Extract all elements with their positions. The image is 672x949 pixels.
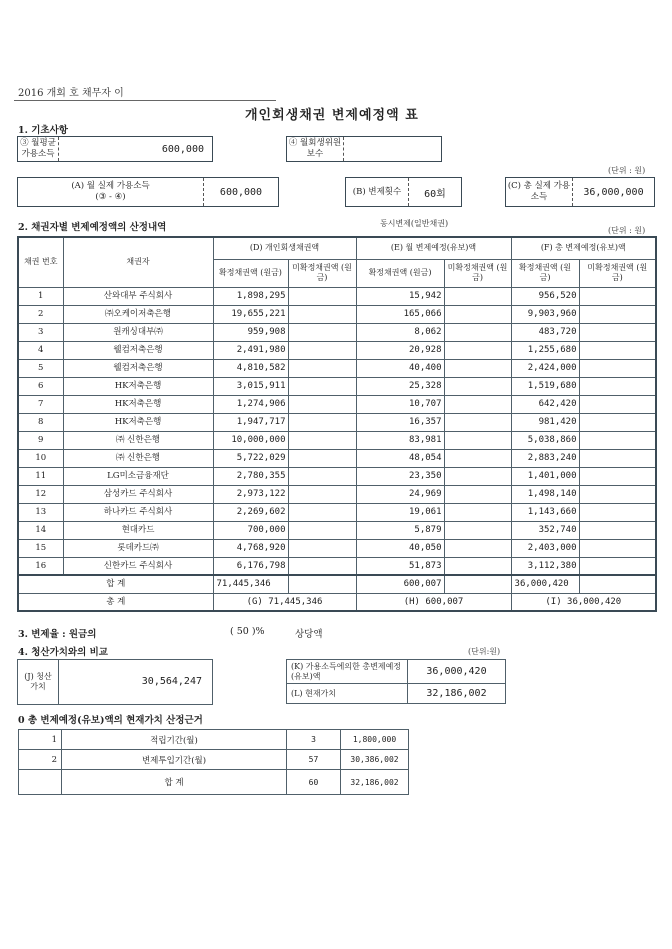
f-unconfirmed [579,557,656,575]
creditor-name: 신한카드 주식회사 [63,557,213,575]
e-confirmed: 24,969 [356,485,444,503]
total-g: (G) 71,445,346 [213,593,356,611]
trustee-fee-value [344,137,441,161]
unit-label-4: (단위:원) [468,647,501,656]
e-unconfirmed [444,431,511,449]
present-value-basis-table [18,729,409,795]
d-confirmed: 2,269,602 [213,503,288,521]
subtotal-label: 합 계 [18,575,213,593]
basis-title: 0 총 변제예정(유보)액의 현재가치 산정근거 [18,715,203,726]
creditor-row [18,359,656,377]
liquidation-value-table [17,659,213,705]
creditor-no: 12 [18,485,63,503]
basis-months: 60 [287,770,341,795]
e-unconfirmed [444,413,511,431]
creditor-no: 10 [18,449,63,467]
col-header-f-confirmed: 확정채권액 (원금) [511,259,579,287]
f-unconfirmed [579,467,656,485]
f-confirmed: 483,720 [511,323,579,341]
f-confirmed: 1,498,140 [511,485,579,503]
f-unconfirmed [579,323,656,341]
monthly-disposable-income-label [18,178,204,206]
d-confirmed: 959,908 [213,323,288,341]
subtotal-f-unconfirmed [579,575,656,593]
creditor-no: 16 [18,557,63,575]
f-confirmed: 2,403,000 [511,539,579,557]
creditor-row [18,305,656,323]
col-header-no: 채권 번호 [18,237,63,287]
basis-months: 57 [287,750,341,770]
unit-label-2: (단위 : 원) [608,226,646,235]
k-label: (K) 가용소득에의한 총변제예정(유보)액 [287,660,408,684]
f-unconfirmed [579,413,656,431]
present-value-comparison-table [286,659,506,704]
e-confirmed: 40,400 [356,359,444,377]
creditor-no: 14 [18,521,63,539]
col-header-f-unconfirmed: 미확정채권액 (원금) [579,259,656,287]
creditor-name: 하나카드 주식회사 [63,503,213,521]
e-confirmed: 8,062 [356,323,444,341]
f-confirmed: 981,420 [511,413,579,431]
f-unconfirmed [579,431,656,449]
creditor-no: 5 [18,359,63,377]
e-confirmed: 19,061 [356,503,444,521]
creditor-no: 7 [18,395,63,413]
creditor-name: 산와대부 주식회사 [63,287,213,305]
d-unconfirmed [288,485,356,503]
total-label: 총 계 [18,593,213,611]
f-confirmed: 956,520 [511,287,579,305]
creditor-row [18,323,656,341]
basis-row [19,750,409,770]
col-header-e-confirmed: 확정채권액 (원금) [356,259,444,287]
case-number-line: 2016 개회 호 채무자 이 [18,88,124,99]
creditor-row [18,485,656,503]
subtotal-f: 36,000,420 [511,575,579,593]
e-unconfirmed [444,305,511,323]
e-unconfirmed [444,395,511,413]
col-header-d: (D) 개인회생채권액 [213,237,356,259]
e-confirmed: 10,707 [356,395,444,413]
payment-count-box [345,177,462,207]
f-confirmed: 1,143,660 [511,503,579,521]
d-unconfirmed [288,395,356,413]
d-unconfirmed [288,449,356,467]
creditor-name: 삼성카드 주식회사 [63,485,213,503]
col-header-f: (F) 총 변제예정(유보)액 [511,237,656,259]
d-confirmed: 1,898,295 [213,287,288,305]
creditor-name: 현대카드 [63,521,213,539]
basis-no [19,770,62,795]
e-unconfirmed [444,377,511,395]
f-unconfirmed [579,341,656,359]
f-unconfirmed [579,359,656,377]
basis-row [19,770,409,795]
creditor-no: 4 [18,341,63,359]
f-confirmed: 9,903,960 [511,305,579,323]
basis-row [19,730,409,750]
e-confirmed: 16,357 [356,413,444,431]
payment-count-label: (B) 변제횟수 [346,178,409,206]
unit-label-1: (단위 : 원) [608,166,646,175]
trustee-fee-label: ④ 월회생위원 보수 [287,137,344,161]
f-confirmed: 1,255,680 [511,341,579,359]
e-confirmed: 20,928 [356,341,444,359]
avg-income-value: 600,000 [161,143,204,155]
basis-amount: 1,800,000 [341,730,409,750]
total-disposable-income-box [505,177,655,207]
subtotal-e-unconfirmed [444,575,511,593]
l-value: 32,186,002 [408,684,506,704]
creditor-row [18,539,656,557]
creditor-no: 9 [18,431,63,449]
avg-income-label: ③ 월평균 가용소득 [18,137,59,161]
f-confirmed: 2,424,000 [511,359,579,377]
creditor-row [18,395,656,413]
creditor-row [18,413,656,431]
e-confirmed: 5,879 [356,521,444,539]
d-confirmed: 10,000,000 [213,431,288,449]
d-unconfirmed [288,467,356,485]
d-unconfirmed [288,503,356,521]
d-unconfirmed [288,359,356,377]
d-unconfirmed [288,377,356,395]
basis-label: 합 계 [62,770,287,795]
f-unconfirmed [579,503,656,521]
section-2-title: 2. 채권자별 변제예정액의 산정내역 [18,222,167,233]
creditor-name: HK저축은행 [63,377,213,395]
e-unconfirmed [444,467,511,485]
subtotal-e: 600,007 [356,575,444,593]
total-h: (H) 600,007 [356,593,511,611]
creditor-row [18,287,656,305]
d-unconfirmed [288,305,356,323]
repayment-rate-suffix: 상당액 [295,629,323,640]
e-unconfirmed [444,323,511,341]
e-confirmed: 23,350 [356,467,444,485]
creditor-name: ㈜오케이저축은행 [63,305,213,323]
creditor-no: 8 [18,413,63,431]
k-value: 36,000,420 [408,660,506,684]
f-confirmed: 1,519,680 [511,377,579,395]
d-confirmed: 1,274,906 [213,395,288,413]
creditor-name: ㈜ 신한은행 [63,431,213,449]
creditor-no: 15 [18,539,63,557]
e-unconfirmed [444,341,511,359]
basis-amount: 32,186,002 [341,770,409,795]
d-confirmed: 1,947,717 [213,413,288,431]
d-confirmed: 4,810,582 [213,359,288,377]
header-divider [14,100,276,101]
creditor-row [18,503,656,521]
d-unconfirmed [288,341,356,359]
creditor-name: 롯데카드㈜ [63,539,213,557]
basis-no: 1 [19,730,62,750]
d-confirmed: 19,655,221 [213,305,288,323]
creditor-name: ㈜ 신한은행 [63,449,213,467]
creditor-name: 웰컴저축은행 [63,359,213,377]
total-disposable-income-value: 36,000,000 [583,186,644,198]
f-unconfirmed [579,395,656,413]
creditor-no: 3 [18,323,63,341]
subtotal-d-unconfirmed [288,575,356,593]
basis-no: 2 [19,750,62,770]
f-confirmed: 642,420 [511,395,579,413]
e-unconfirmed [444,557,511,575]
total-row [18,593,656,611]
d-confirmed: 5,722,029 [213,449,288,467]
e-unconfirmed [444,521,511,539]
e-unconfirmed [444,485,511,503]
basis-label: 변제투입기간(월) [62,750,287,770]
d-unconfirmed [288,557,356,575]
col-header-d-confirmed: 확정채권액 (원금) [213,259,288,287]
avg-income-box [17,136,213,162]
creditor-repayment-table [17,236,657,612]
creditor-no: 11 [18,467,63,485]
f-confirmed: 5,038,860 [511,431,579,449]
d-confirmed: 700,000 [213,521,288,539]
f-unconfirmed [579,539,656,557]
d-unconfirmed [288,413,356,431]
e-confirmed: 48,054 [356,449,444,467]
e-unconfirmed [444,287,511,305]
creditor-row [18,467,656,485]
creditor-row [18,449,656,467]
e-unconfirmed [444,503,511,521]
l-label: (L) 현재가치 [287,684,408,704]
col-header-creditor: 채권자 [63,237,213,287]
f-confirmed: 3,112,380 [511,557,579,575]
e-unconfirmed [444,359,511,377]
e-confirmed: 40,050 [356,539,444,557]
basis-label: 적립기간(월) [62,730,287,750]
creditor-no: 1 [18,287,63,305]
monthly-disposable-income-value: 600,000 [219,186,263,198]
f-unconfirmed [579,521,656,539]
liquidation-value-label: (J) 청산 가치 [18,660,59,705]
e-confirmed: 83,981 [356,431,444,449]
a-label-line2: (③ - ④) [95,192,126,202]
subtotal-row [18,575,656,593]
f-confirmed: 1,401,000 [511,467,579,485]
section-3-label: 3. 변제율 : 원금의 [18,629,97,640]
basis-months: 3 [287,730,341,750]
creditor-row [18,521,656,539]
subtotal-d: 71,445,346 [213,575,288,593]
f-confirmed: 2,883,240 [511,449,579,467]
d-unconfirmed [288,521,356,539]
creditor-row [18,557,656,575]
f-unconfirmed [579,449,656,467]
col-header-d-unconfirmed: 미확정채권액 (원금) [288,259,356,287]
creditor-name: HK저축은행 [63,395,213,413]
e-unconfirmed [444,539,511,557]
f-unconfirmed [579,485,656,503]
creditor-row [18,431,656,449]
section-1-title: 1. 기초사항 [18,125,68,136]
creditor-name: 웰컴저축은행 [63,341,213,359]
creditor-name: HK저축은행 [63,413,213,431]
creditor-row [18,377,656,395]
e-unconfirmed [444,449,511,467]
a-label-line1: (A) 월 실제 가용소득 [71,181,150,191]
monthly-disposable-income-box [17,177,279,207]
d-unconfirmed [288,323,356,341]
creditor-name: LG미소금융재단 [63,467,213,485]
creditor-no: 13 [18,503,63,521]
total-i: (I) 36,000,420 [511,593,656,611]
payment-count-value: 60회 [424,188,446,200]
d-confirmed: 2,491,980 [213,341,288,359]
d-unconfirmed [288,539,356,557]
d-unconfirmed [288,431,356,449]
f-unconfirmed [579,377,656,395]
d-confirmed: 6,176,798 [213,557,288,575]
creditor-no: 6 [18,377,63,395]
repayment-rate: ( 50 )% [230,626,265,637]
f-unconfirmed [579,287,656,305]
creditor-no: 2 [18,305,63,323]
section-2-subtitle: 동시변제(일반채권) [380,219,449,228]
basis-amount: 30,386,002 [341,750,409,770]
col-header-e-unconfirmed: 미확정채권액 (원금) [444,259,511,287]
d-confirmed: 2,973,122 [213,485,288,503]
e-confirmed: 25,328 [356,377,444,395]
total-disposable-income-label: (C) 총 실제 가용소득 [506,178,573,206]
d-confirmed: 3,015,911 [213,377,288,395]
e-confirmed: 15,942 [356,287,444,305]
liquidation-value: 30,564,247 [59,660,213,705]
col-header-e: (E) 월 변제예정(유보)액 [356,237,511,259]
d-unconfirmed [288,287,356,305]
f-confirmed: 352,740 [511,521,579,539]
document-title: 개인회생채권 변제예정액 표 [245,108,419,123]
f-unconfirmed [579,305,656,323]
e-confirmed: 51,873 [356,557,444,575]
d-confirmed: 2,780,355 [213,467,288,485]
section-4-title: 4. 청산가치와의 비교 [18,647,108,658]
trustee-fee-box [286,136,442,162]
d-confirmed: 4,768,920 [213,539,288,557]
creditor-name: 원캐싱대부㈜ [63,323,213,341]
e-confirmed: 165,066 [356,305,444,323]
creditor-row [18,341,656,359]
